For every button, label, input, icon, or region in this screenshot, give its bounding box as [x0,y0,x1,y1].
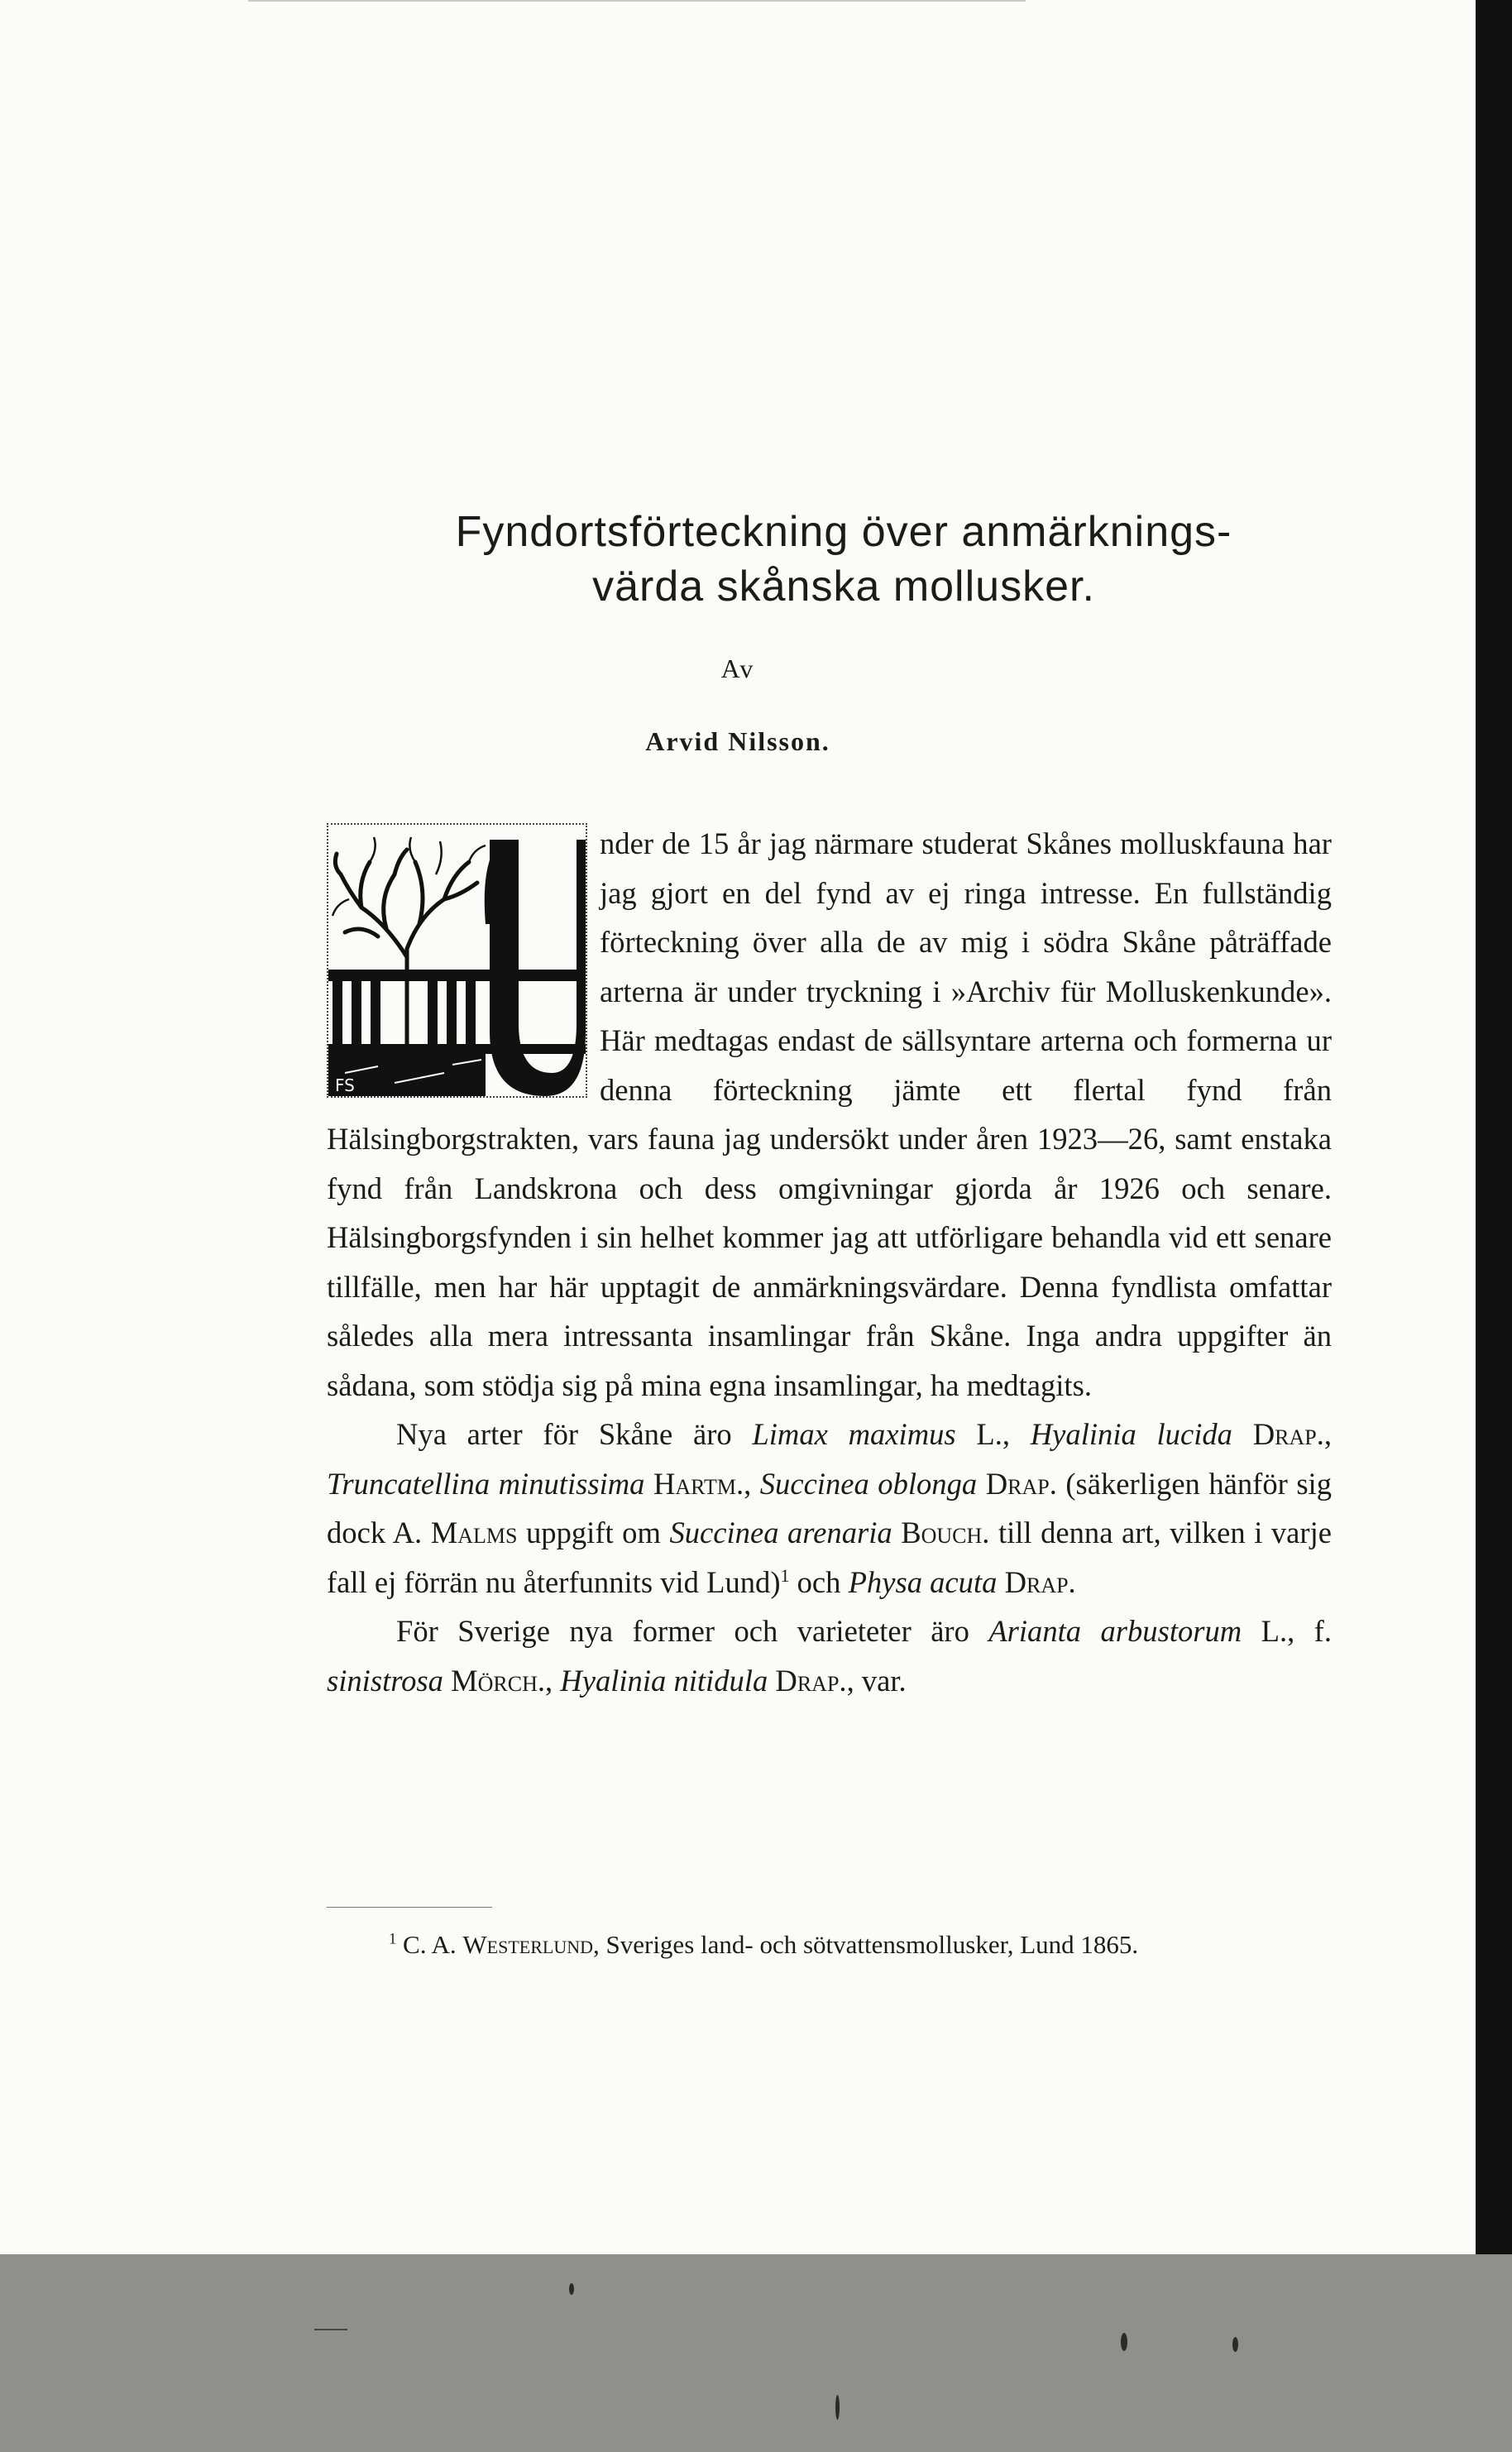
form-name: sinistrosa [327,1663,443,1698]
scan-speck [835,2395,840,2420]
footnote-reference: 1 [780,1564,790,1586]
author-abbrev: Malms [430,1516,518,1549]
author-name: Arvid Nilsson. [645,726,830,756]
byline-prefix: Av [720,654,755,683]
footnote: $^1$ C. A. Westerlund, Sveriges land- och sötvattensmollusker, Lund 1865. [389,1930,1139,1959]
scan-bottom-margin [0,2254,1512,2452]
paragraph-2: Nya arter för Skåne äro Limax maximus L., Hyalinia lucida Drap., Truncatellina minutissima Hartm., Succinea oblonga Drap. (säkerligen hänför sig dock A. Malms uppgift om Succinea arenaria Bouch. till denna art, vilken i varje fall ej förrän nu återfunnits vid Lund)$^1$ och Physa acuta Drap. [327,1417,1332,1599]
author-abbrev: Westerlund [462,1930,593,1959]
author-abbrev: Drap. [1004,1564,1076,1599]
species-name: Limax maximus [752,1417,956,1451]
page-top-edge [248,0,1026,2]
title-line-2: värda skånska mollusker. [592,563,1095,611]
footnote-divider [327,1907,492,1908]
author-abbrev: Drap. [775,1663,847,1698]
initial-monogram: FS [335,1075,355,1095]
species-name: Hyalinia nitidula [560,1663,768,1698]
species-name: Arianta arbustorum [988,1614,1242,1648]
initial-spacer [327,819,600,1104]
footnote-mark: 1 [389,1930,397,1948]
species-name: Succinea arenaria [669,1516,892,1549]
paragraph-1: nder de 15 år jag närmare studerat Skånes molluskfauna har jag gjort en del fynd av ej ringa intresse. En fullständig förteckning över alla de av mig i södra Skåne påträffade arterna är under tryckning i »Archiv für Molluskenkunde». Här medtagas endast de sällsyntare arterna och formerna ur denna förteckning jämte ett flertal fynd från Hälsingborgstrakten, vars fauna jag undersökt under åren 1923—26, samt enstaka fynd från Landskrona och dess omgivningar gjorda år 1926 och senare. Hälsingborgsfynden i sin helhet kommer jag att utförligare behandla vid ett senare tillfälle, men har här upptagit de anmärkningsvärdare. Denna fyndlista omfattar således alla mera intressanta insamlingar från Skåne. Inga andra uppgifter än sådana, som stödja sig på mina egna insamlingar, ha medtagits. [327,826,1332,1402]
author-abbrev: Mörch. [451,1663,545,1698]
scan-speck [1232,2337,1238,2352]
scan-speck [1121,2333,1127,2351]
species-name: Hyalinia lucida [1030,1417,1232,1451]
scan-speck [314,2329,347,2330]
author-abbrev: Bouch. [901,1516,990,1549]
article-title [327,505,1361,614]
scan-right-border [1476,0,1512,2254]
species-name: Truncatellina minutissima [327,1466,645,1501]
scan-speck [569,2283,574,2295]
author-abbrev: Hartm. [653,1466,744,1501]
author-abbrev: Drap. [985,1466,1057,1501]
author-abbrev: Drap. [1252,1417,1324,1451]
paragraph-3: För Sverige nya former och varieteter äro Arianta arbustorum L., f. sinistrosa Mörch., Hyalinia nitidula Drap., var. [327,1614,1332,1698]
species-name: Succinea oblonga [759,1466,978,1501]
title-line-1: Fyndortsförteckning över anmärknings- [455,508,1232,556]
species-name: Physa acuta [848,1564,998,1599]
article-body [327,819,1332,1705]
